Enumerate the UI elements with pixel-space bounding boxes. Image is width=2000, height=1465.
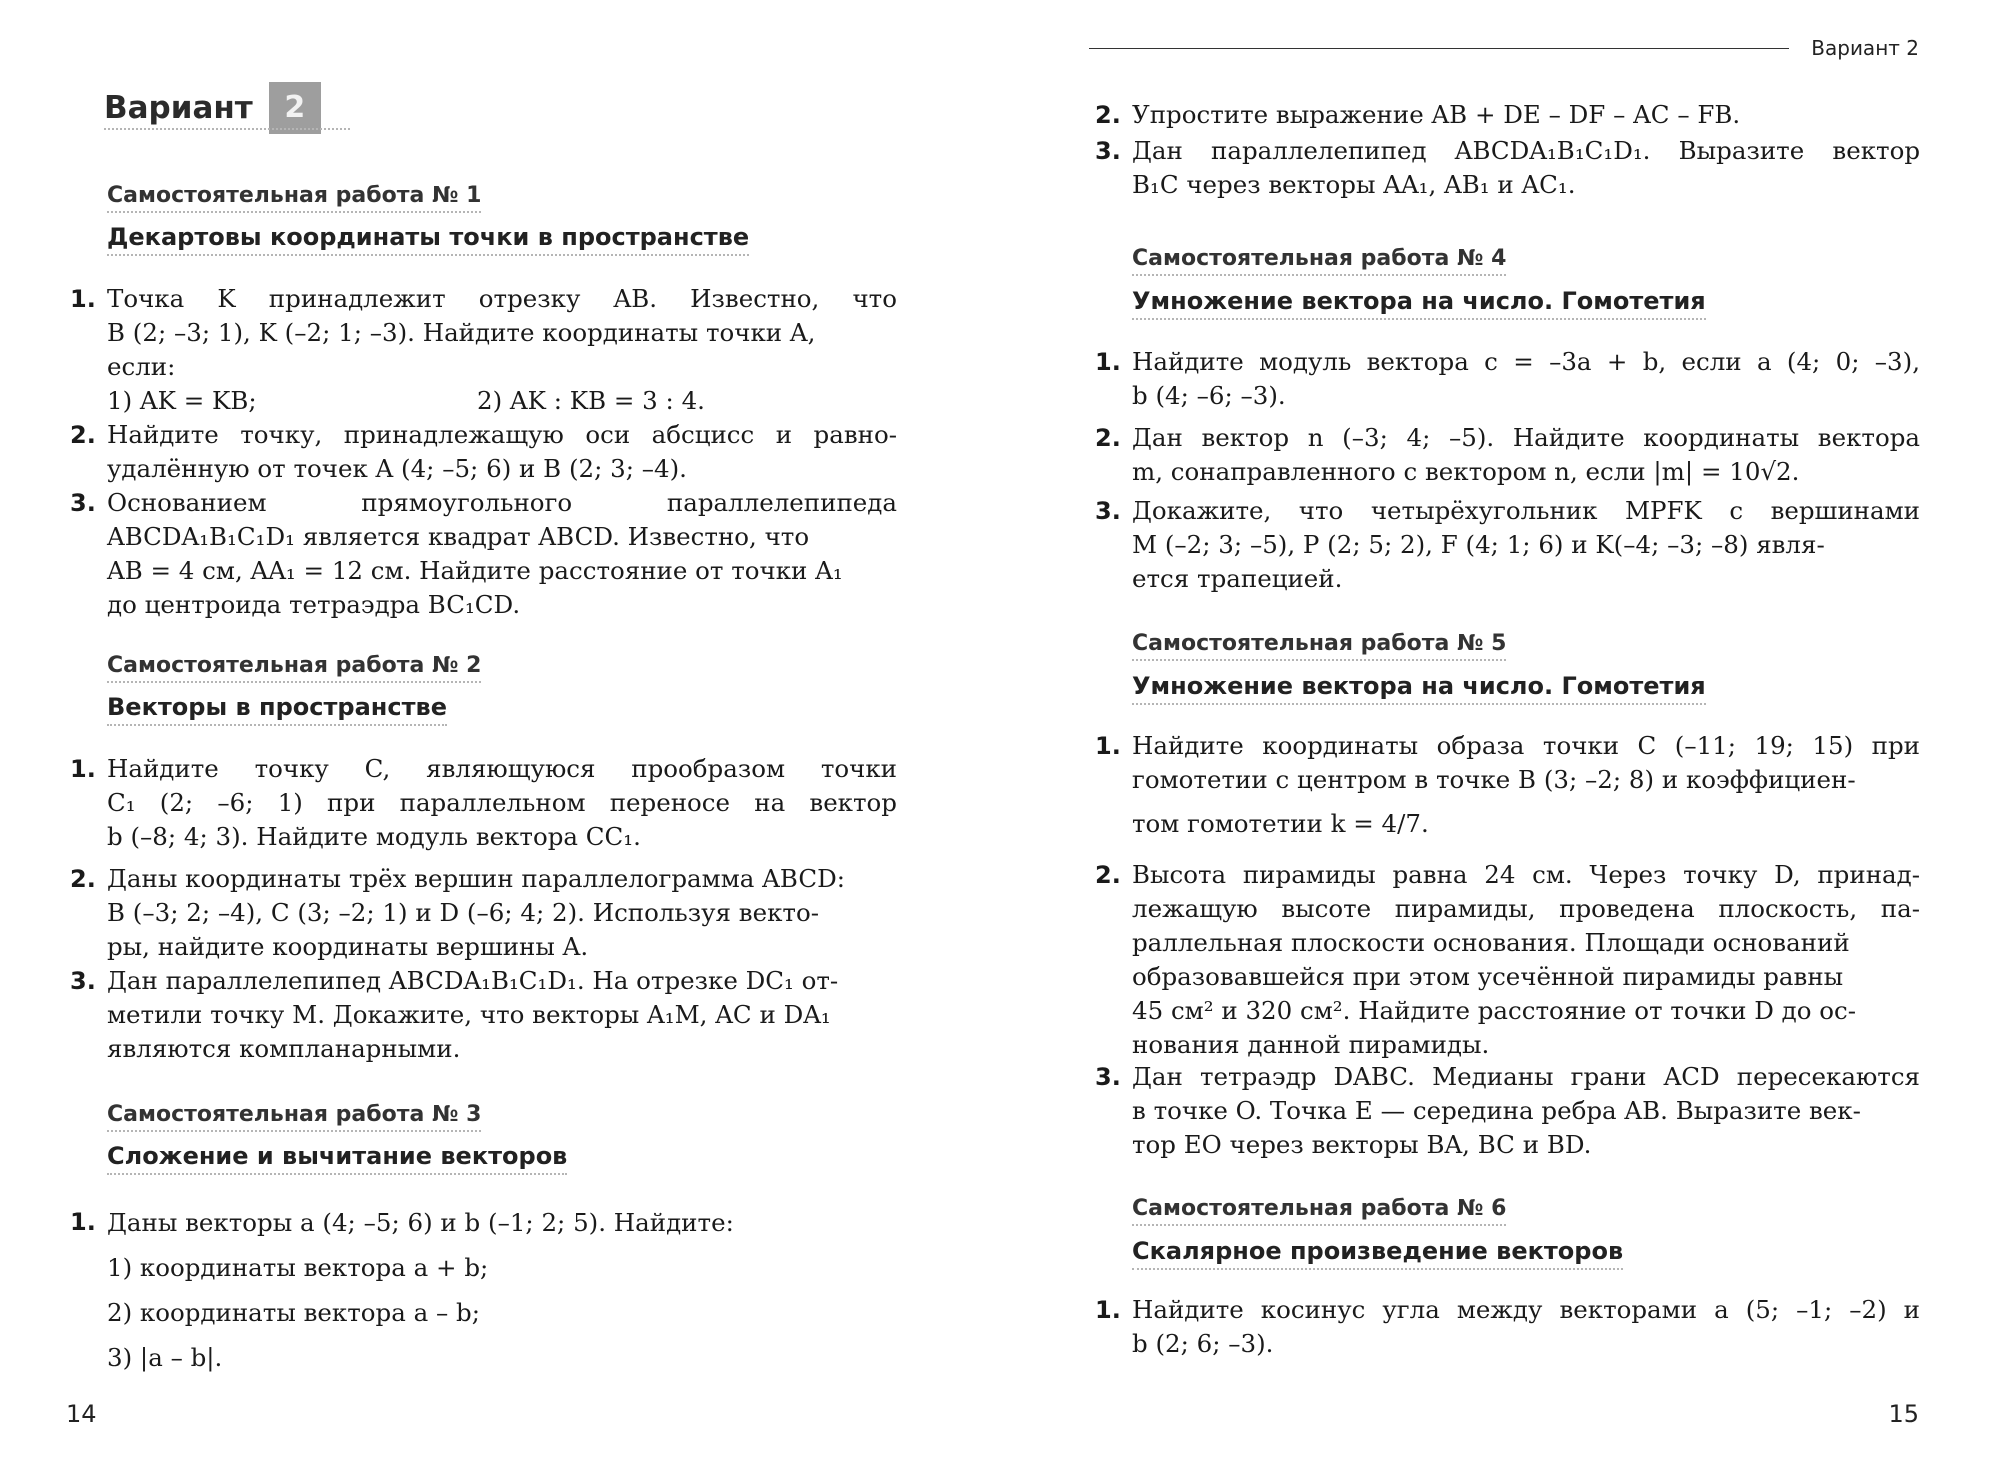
w2-problem-1 bbox=[70, 752, 897, 854]
problem-number: 3. bbox=[1095, 497, 1121, 525]
problem-line: Основанием прямоугольного параллелепипеда bbox=[107, 488, 897, 517]
problem-number: 2. bbox=[1095, 861, 1121, 889]
problem-line: Найдите точку C, являющуюся прообразом точки bbox=[107, 754, 897, 783]
running-head-rule bbox=[1089, 48, 1789, 49]
page-number-right: 15 bbox=[1888, 1400, 1919, 1428]
problem-line: Высота пирамиды равна 24 см. Через точку D, принад- bbox=[1132, 860, 1920, 889]
problem-line: Найдите модуль вектора c = –3a + b, если a (4; 0; –3), bbox=[1132, 347, 1920, 376]
work-4-title: Умножение вектора на число. Гомотетия bbox=[1132, 287, 1706, 320]
problem-options bbox=[107, 384, 897, 418]
problem-number: 2. bbox=[1095, 101, 1121, 129]
problem-line: Найдите косинус угла между векторами a (5; –1; –2) и bbox=[1132, 1295, 1920, 1324]
problem-number: 1. bbox=[1095, 348, 1121, 376]
problem-number: 3. bbox=[70, 489, 96, 517]
work-3-title: Сложение и вычитание векторов bbox=[107, 1142, 567, 1175]
problem-number: 2. bbox=[70, 865, 96, 893]
problem-line: тор EO через векторы BA, BC и BD. bbox=[1132, 1130, 1592, 1159]
variant-underline bbox=[104, 128, 350, 130]
w3-problem-1 bbox=[70, 1200, 897, 1380]
variant-number-badge: 2 bbox=[269, 82, 321, 134]
problem-line: Найдите точку, принадлежащую оси абсцисс и равно- bbox=[107, 420, 897, 449]
work-5-title: Умножение вектора на число. Гомотетия bbox=[1132, 672, 1706, 705]
problem-number: 1. bbox=[70, 1208, 96, 1236]
work-2-label: Самостоятельная работа № 2 bbox=[107, 653, 481, 683]
problem-line: 3) |a – b|. bbox=[107, 1343, 223, 1372]
problem-line: Даны координаты трёх вершин параллелограмма ABCD: bbox=[107, 864, 845, 893]
problem-line: Дан параллелепипед ABCDA₁B₁C₁D₁. На отрезке DC₁ от- bbox=[107, 966, 839, 995]
problem-number: 3. bbox=[70, 967, 96, 995]
variant-heading bbox=[104, 82, 321, 134]
problem-line: метили точку M. Докажите, что векторы A₁M, AC и DA₁ bbox=[107, 1000, 831, 1029]
work-5-label: Самостоятельная работа № 5 bbox=[1132, 631, 1506, 661]
problem-line: b (–8; 4; 3). Найдите модуль вектора CC₁. bbox=[107, 822, 641, 851]
variant-word: Вариант bbox=[104, 90, 253, 126]
problem-line: гомотетии с центром в точке B (3; –2; 8) и коэффициен- bbox=[1132, 765, 1856, 794]
running-head bbox=[1089, 36, 1919, 60]
problem-line: Даны векторы a (4; –5; 6) и b (–1; 2; 5). Найдите: bbox=[107, 1208, 734, 1237]
w6-problem-1 bbox=[1095, 1293, 1920, 1361]
problem-line: до центроида тетраэдра BC₁CD. bbox=[107, 590, 521, 619]
problem-line: b (2; 6; –3). bbox=[1132, 1329, 1274, 1358]
work-4-label: Самостоятельная работа № 4 bbox=[1132, 246, 1506, 276]
problem-line: B (–3; 2; –4), C (3; –2; 1) и D (–6; 4; 2). Используя векто- bbox=[107, 898, 819, 927]
problem-line: 45 см² и 320 см². Найдите расстояние от точки D до ос- bbox=[1132, 996, 1857, 1025]
problem-line: в точке O. Точка E — середина ребра AB. Выразите век- bbox=[1132, 1096, 1861, 1125]
right-page bbox=[1000, 0, 2000, 1465]
problem-line: Упростите выражение AB + DE – DF – AC – FB. bbox=[1132, 100, 1741, 129]
problem-line: ется трапецией. bbox=[1132, 564, 1343, 593]
w4-problem-1 bbox=[1095, 345, 1920, 413]
w4-problem-3 bbox=[1095, 494, 1920, 596]
problem-line: 2) координаты вектора a – b; bbox=[107, 1298, 480, 1327]
w5-problem-3 bbox=[1095, 1060, 1920, 1162]
work-1-label: Самостоятельная работа № 1 bbox=[107, 183, 481, 213]
problem-line: M (–2; 3; –5), P (2; 5; 2), F (4; 1; 6) и K(–4; –3; –8) явля- bbox=[1132, 530, 1825, 559]
problem-number: 1. bbox=[1095, 732, 1121, 760]
cont-problem-3 bbox=[1095, 134, 1920, 202]
problem-line: AB = 4 см, AA₁ = 12 см. Найдите расстояние от точки A₁ bbox=[107, 556, 843, 585]
problem-line: лежащую высоте пирамиды, проведена плоскость, па- bbox=[1132, 894, 1920, 923]
cont-problem-2 bbox=[1095, 98, 1920, 132]
problem-line: b (4; –6; –3). bbox=[1132, 381, 1286, 410]
problem-line: B₁C через векторы AA₁, AB₁ и AC₁. bbox=[1132, 170, 1576, 199]
problem-line: образовавшейся при этом усечённой пирамиды равны bbox=[1132, 962, 1844, 991]
w1-problem-1 bbox=[70, 282, 897, 418]
work-6-label: Самостоятельная работа № 6 bbox=[1132, 1196, 1506, 1226]
problem-line: являются компланарными. bbox=[107, 1034, 461, 1063]
w1-problem-2 bbox=[70, 418, 897, 486]
problem-line: Найдите координаты образа точки C (–11; 19; 15) при bbox=[1132, 731, 1920, 760]
problem-line: m, сонаправленного с вектором n, если |m| = 10√2. bbox=[1132, 457, 1800, 486]
problem-number: 2. bbox=[70, 421, 96, 449]
problem-line: Дан параллелепипед ABCDA₁B₁C₁D₁. Выразите вектор bbox=[1132, 136, 1920, 165]
w1-problem-3 bbox=[70, 486, 897, 622]
problem-number: 1. bbox=[70, 285, 96, 313]
option-2: 2) AK : KB = 3 : 4. bbox=[477, 386, 705, 415]
problem-line: 1) координаты вектора a + b; bbox=[107, 1253, 489, 1282]
problem-line: если: bbox=[107, 352, 176, 381]
problem-line: удалённую от точек A (4; –5; 6) и B (2; 3; –4). bbox=[107, 454, 687, 483]
problem-line: Дан вектор n (–3; 4; –5). Найдите координаты вектора bbox=[1132, 423, 1920, 452]
problem-number: 3. bbox=[1095, 137, 1121, 165]
option-1: 1) AK = KB; bbox=[107, 386, 257, 415]
problem-line: Дан тетраэдр DABC. Медианы грани ACD пересекаются bbox=[1132, 1062, 1920, 1091]
w2-problem-3 bbox=[70, 964, 897, 1066]
problem-line: том гомотетии k = 4/7. bbox=[1132, 809, 1429, 838]
problem-line: Точка K принадлежит отрезку AB. Известно, что bbox=[107, 284, 897, 313]
problem-line: ABCDA₁B₁C₁D₁ является квадрат ABCD. Известно, что bbox=[107, 522, 810, 551]
running-head-text: Вариант 2 bbox=[1811, 36, 1919, 60]
problem-line: C₁ (2; –6; 1) при параллельном переносе на вектор bbox=[107, 788, 897, 817]
work-6-title: Скалярное произведение векторов bbox=[1132, 1237, 1623, 1270]
page-number-left: 14 bbox=[66, 1400, 97, 1428]
problem-number: 1. bbox=[1095, 1296, 1121, 1324]
work-2-title: Векторы в пространстве bbox=[107, 693, 447, 726]
problem-line: B (2; –3; 1), K (–2; 1; –3). Найдите координаты точки A, bbox=[107, 318, 816, 347]
work-3-label: Самостоятельная работа № 3 bbox=[107, 1102, 481, 1132]
problem-line: раллельная плоскости основания. Площади оснований bbox=[1132, 928, 1850, 957]
w5-problem-2 bbox=[1095, 858, 1920, 1062]
problem-number: 2. bbox=[1095, 424, 1121, 452]
w5-problem-1 bbox=[1095, 729, 1920, 841]
w2-problem-2 bbox=[70, 862, 897, 964]
problem-line: Докажите, что четырёхугольник MPFK с вершинами bbox=[1132, 496, 1920, 525]
problem-line: нования данной пирамиды. bbox=[1132, 1030, 1490, 1059]
problem-number: 3. bbox=[1095, 1063, 1121, 1091]
problem-line: ры, найдите координаты вершины A. bbox=[107, 932, 589, 961]
work-1-title: Декартовы координаты точки в пространстве bbox=[107, 223, 749, 256]
problem-number: 1. bbox=[70, 755, 96, 783]
w4-problem-2 bbox=[1095, 421, 1920, 489]
